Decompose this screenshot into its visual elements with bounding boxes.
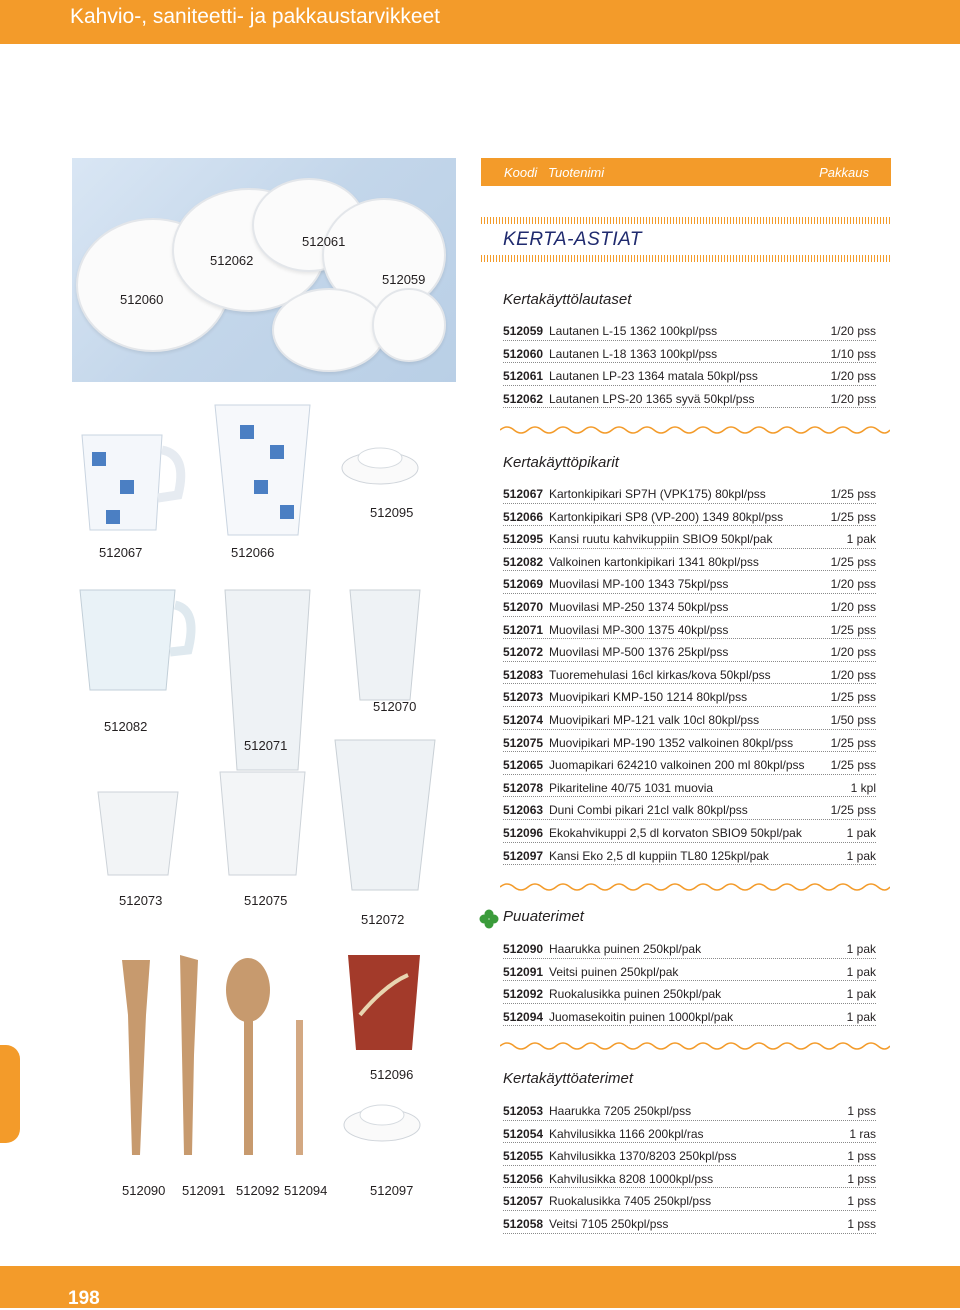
product-row [503,1145,876,1168]
product-code: 512055 [503,1149,544,1164]
product-code: 512075 [503,735,544,750]
product-name: Veitsi puinen 250kpl/pak [549,964,679,979]
product-pack: 1 pak [846,964,876,979]
cutlery-code-label: 512092 [236,1183,280,1198]
product-code: 512066 [503,509,544,524]
section-title: Puuaterimet [503,908,584,925]
product-pack: 1/25 pss [830,622,876,637]
footer-bar [0,1266,960,1308]
plate-image [272,288,386,372]
product-row [503,551,876,574]
product-name: Ruokalusikka 7405 250kpl/pss [549,1194,712,1209]
wooden-spoon-image [226,958,270,1155]
checkered-tall-cup-image [215,405,310,535]
product-row [503,528,876,551]
product-name: Kahvilusikka 8208 1000kpl/pss [549,1171,714,1186]
cup-code-label: 512070 [373,699,417,714]
product-list [503,483,876,867]
product-name: Haarukka 7205 250kpl/pss [549,1104,692,1118]
product-name: Valkoinen kartonkipikari 1341 80kpl/pss [549,554,759,569]
product-code: 512060 [503,346,544,361]
product-name: Ekokahvikuppi 2,5 dl korvaton SBIO9 50kpl/pak [549,825,802,840]
product-code: 512053 [503,1104,544,1118]
product-code: 512071 [503,622,544,637]
product-pack: 1/25 pss [830,554,876,569]
plate-code-label: 512062 [210,253,254,268]
product-name: Muovipikari MP-190 1352 valkoinen 80kpl/pss [549,735,794,750]
cutlery-code-label: 512097 [370,1183,414,1198]
product-row [503,822,876,845]
product-code: 512070 [503,599,544,614]
product-code: 512056 [503,1171,544,1186]
page-number: 198 [68,1288,100,1309]
category-title: KERTA-ASTIAT [503,229,643,250]
product-row [503,320,876,343]
product-name: Muovilasi MP-250 1374 50kpl/pss [549,599,729,614]
big-clear-glass-image [335,740,435,890]
product-name: Muovilasi MP-500 1376 25kpl/pss [549,645,729,660]
wave-divider [500,424,890,434]
product-name: Lautanen LP-23 1364 matala 50kpl/pss [549,369,758,384]
cup-code-label: 512067 [99,545,143,560]
product-code: 512069 [503,577,544,592]
product-name: Haarukka puinen 250kpl/pak [549,942,702,956]
product-pack: 1/20 pss [830,391,876,406]
product-row [503,709,876,732]
plate-code-label: 512059 [382,272,426,287]
product-row [503,365,876,388]
product-pack: 1/20 pss [830,667,876,682]
product-row [503,799,876,822]
product-pack: 1/20 pss [830,599,876,614]
product-pack: 1/25 pss [830,487,876,501]
product-pack: 1 kpl [850,780,876,795]
product-code: 512097 [503,848,544,863]
section-title: Kertakäyttölautaset [503,291,632,308]
product-list [503,938,876,1028]
product-code: 512092 [503,987,544,1002]
product-row [503,619,876,642]
product-pack: 1 pak [846,848,876,863]
product-name: Lautanen L-18 1363 100kpl/pss [549,346,718,361]
product-pack: 1 pak [846,825,876,840]
product-code: 512096 [503,825,544,840]
product-code: 512078 [503,780,544,795]
clear-glass-image [350,590,420,700]
plate-image [372,288,446,362]
product-pack: 1 pak [846,1009,876,1024]
plastic-cup-image [98,792,178,875]
product-row [503,754,876,777]
page-header-title: Kahvio-, saniteetti- ja pakkaustarvikkeet [70,5,441,28]
product-name: Muovipikari KMP-150 1214 80kpl/pss [549,690,748,705]
product-code: 512082 [503,554,544,569]
product-pack: 1 pak [846,942,876,956]
section-title: Kertakäyttöpikarit [503,454,619,471]
clover-icon [479,909,499,929]
plate-code-label: 512061 [302,234,346,249]
eco-cup-image [348,955,420,1050]
cup-code-label: 512072 [361,912,405,927]
product-row [503,845,876,868]
checkered-cup-image [82,435,181,530]
table-header [481,158,891,186]
product-code: 512072 [503,645,544,660]
product-row [503,664,876,687]
column-header-code: Koodi [504,165,538,180]
cutlery-code-label: 512090 [122,1183,166,1198]
product-name: Lautanen L-15 1362 100kpl/pss [549,324,718,338]
product-row [503,573,876,596]
wooden-stirrer-image [296,1020,303,1155]
cups-illustration [70,400,470,900]
product-code: 512094 [503,1009,544,1024]
product-pack: 1/10 pss [830,346,876,361]
column-header-pack: Pakkaus [819,165,869,180]
product-name: Kartonkipikari SP8 (VP-200) 1349 80kpl/pss [549,509,784,524]
product-code: 512083 [503,667,544,682]
divider-hatch [481,255,891,262]
product-name: Muovipikari MP-121 valk 10cl 80kpl/pss [549,712,760,727]
product-name: Veitsi 7105 250kpl/pss [549,1216,669,1231]
cutlery-code-label: 512096 [370,1067,414,1082]
cup-code-label: 512095 [370,505,414,520]
product-pack: 1/25 pss [830,758,876,773]
product-code: 512058 [503,1216,544,1231]
product-name: Tuoremehulasi 16cl kirkas/kova 50kpl/pss [549,667,771,682]
product-pack: 1/25 pss [830,509,876,524]
product-name: Kahvilusikka 1166 200kpl/ras [549,1126,704,1141]
product-name: Muovilasi MP-300 1375 40kpl/pss [549,622,729,637]
product-pack: 1/25 pss [830,735,876,750]
product-name: Kansi ruutu kahvikuppiin SBIO9 50kpl/pak [549,532,773,547]
product-code: 512061 [503,369,544,384]
wave-divider [500,1040,890,1050]
cup-code-label: 512066 [231,545,275,560]
product-pack: 1/25 pss [830,690,876,705]
product-row [503,388,876,411]
product-row [503,961,876,984]
product-pack: 1 ras [849,1126,876,1141]
section-title: Kertakäyttöaterimet [503,1070,634,1087]
product-pack: 1 pss [847,1216,876,1231]
product-row [503,1006,876,1029]
product-code: 512067 [503,487,544,501]
divider-hatch [481,217,891,224]
product-row [503,1100,876,1123]
wave-divider [500,881,890,891]
product-pack: 1/20 pss [830,369,876,384]
product-code: 512095 [503,532,544,547]
cup-code-label: 512073 [119,893,163,908]
product-list [503,320,876,410]
product-code: 512057 [503,1194,544,1209]
product-row [503,1123,876,1146]
product-name: Kartonkipikari SP7H (VPK175) 80kpl/pss [549,487,766,501]
plastic-cup-image [220,772,305,875]
header-bar [0,0,960,44]
product-name: Lautanen LPS-20 1365 syvä 50kpl/pss [549,391,755,406]
product-row [503,983,876,1006]
cutlery-code-label: 512091 [182,1183,226,1198]
product-row [503,506,876,529]
product-name: Muovilasi MP-100 1343 75kpl/pss [549,577,729,592]
wooden-knife-image [180,955,198,1155]
product-name: Ruokalusikka puinen 250kpl/pak [549,987,722,1002]
product-row [503,1168,876,1191]
product-pack: 1/20 pss [830,577,876,592]
cup-code-label: 512082 [104,719,148,734]
cutlery-illustration [110,945,450,1175]
product-row [503,777,876,800]
product-pack: 1 pss [847,1171,876,1186]
product-row [503,1190,876,1213]
product-row [503,1213,876,1236]
product-list [503,1100,876,1236]
plate-code-label: 512060 [120,292,164,307]
side-tab [0,1045,20,1143]
product-name: Kansi Eko 2,5 dl kuppiin TL80 125kpl/pak [549,848,769,863]
cup-code-label: 512075 [244,893,288,908]
product-row [503,596,876,619]
product-name: Duni Combi pikari 21cl valk 80kpl/pss [549,803,748,818]
plates-photo [72,158,456,382]
product-pack: 1 pak [846,532,876,547]
product-pack: 1 pss [847,1194,876,1209]
product-name: Juomapikari 624210 valkoinen 200 ml 80kpl/pss [549,758,805,773]
product-pack: 1/20 pss [830,324,876,338]
product-pack: 1/25 pss [830,803,876,818]
product-code: 512090 [503,942,544,956]
eco-cup-lid-image [344,1105,420,1141]
product-row [503,686,876,709]
product-pack: 1/20 pss [830,645,876,660]
product-name: Pikariteline 40/75 1031 muovia [549,780,714,795]
product-row [503,732,876,755]
product-code: 512065 [503,758,544,773]
product-code: 512059 [503,324,544,338]
product-code: 512074 [503,712,544,727]
product-row [503,641,876,664]
product-pack: 1 pss [847,1149,876,1164]
product-pack: 1/50 pss [830,712,876,727]
product-code: 512091 [503,964,544,979]
wooden-fork-image [122,960,150,1155]
cutlery-code-label: 512094 [284,1183,328,1198]
product-code: 512073 [503,690,544,705]
cup-code-label: 512071 [244,738,288,753]
product-row [503,938,876,961]
product-code: 512054 [503,1126,544,1141]
product-code: 512062 [503,391,544,406]
product-row [503,343,876,366]
product-pack: 1 pak [846,987,876,1002]
product-name: Juomasekoitin puinen 1000kpl/pak [549,1009,734,1024]
product-pack: 1 pss [847,1104,876,1118]
white-cup-image [80,590,191,690]
product-row [503,483,876,506]
product-name: Kahvilusikka 1370/8203 250kpl/pss [549,1149,737,1164]
column-header-name: Tuotenimi [548,165,605,180]
product-code: 512063 [503,803,544,818]
